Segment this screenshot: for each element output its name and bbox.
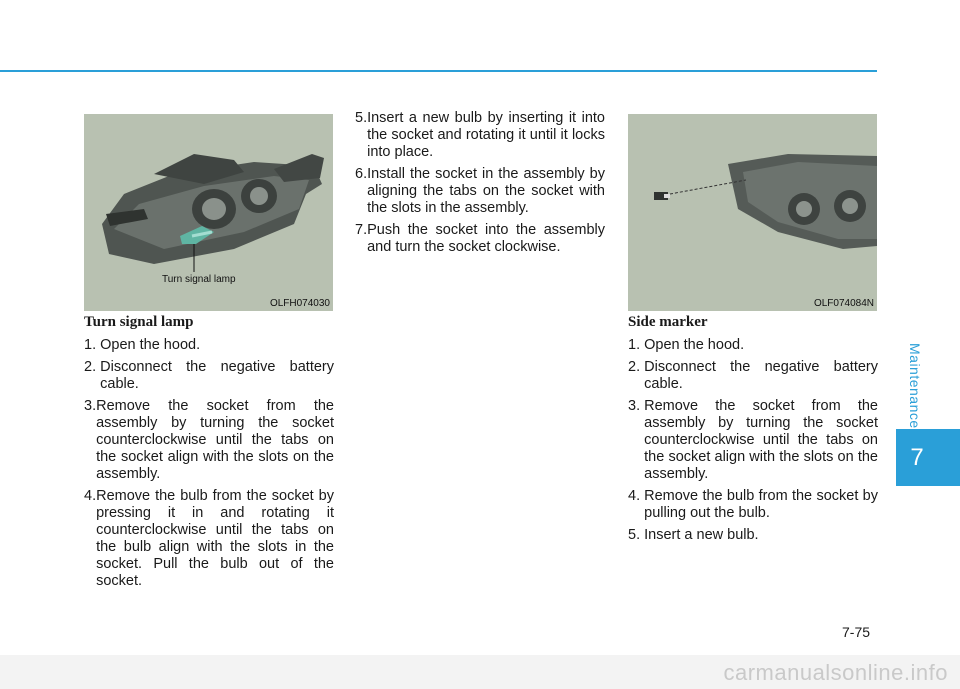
section-heading: Side marker	[628, 314, 708, 330]
figure-code: OLF074084N	[813, 298, 874, 309]
list-item: 2. Disconnect the negative battery cable.	[628, 359, 878, 392]
footer-bar	[0, 655, 960, 689]
side-marker-section	[628, 314, 878, 549]
chapter-tab-label: Maintenance	[907, 343, 923, 429]
list-item: 3. Remove the socket from the assembly by turning the socket counterclockwise until the tabs on the socket align with the slots on the assembly.	[84, 398, 334, 482]
watermark: carmanualsonline.info	[723, 660, 948, 685]
list-item: 1. Open the hood.	[84, 337, 201, 353]
list-item: 1. Open the hood.	[628, 337, 745, 353]
list-item: 5. Insert a new bulb by inserting it into the socket and rotating it until it locks into place.	[355, 110, 605, 160]
list-item: 5. Insert a new bulb.	[628, 527, 759, 543]
side-marker-figure	[628, 114, 877, 311]
list-item: 4. Remove the bulb from the socket by pressing it in and rotating it counterclockwise until the tabs on the bulb align with the slots in the socket. Pull the bulb out of the socket.	[84, 488, 334, 589]
turn-signal-section	[84, 314, 334, 595]
chapter-number-tab: 7	[896, 429, 960, 486]
list-item: 3. Remove the socket from the assembly by turning the socket counterclockwise until the tabs on the socket align with the slots on the assembly.	[628, 398, 878, 482]
header-rule	[0, 70, 877, 72]
page-number: 7-75	[842, 624, 871, 640]
section-heading: Turn signal lamp	[84, 314, 194, 330]
side-marker-illustration	[628, 114, 877, 311]
turn-signal-lamp-callout: Turn signal lamp	[162, 274, 236, 285]
list-item: 7. Push the socket into the assembly and turn the socket clockwise.	[355, 222, 605, 255]
figure-code: OLFH074030	[269, 298, 330, 309]
list-item: 6. Install the socket in the assembly by aligning the tabs on the socket with the slots in the assembly.	[355, 166, 605, 216]
turn-signal-lamp-figure	[84, 114, 333, 311]
list-item: 4. Remove the bulb from the socket by pulling out the bulb.	[628, 488, 878, 521]
list-item: 2. Disconnect the negative battery cable.	[84, 359, 334, 392]
turn-signal-section-continued	[355, 110, 605, 261]
